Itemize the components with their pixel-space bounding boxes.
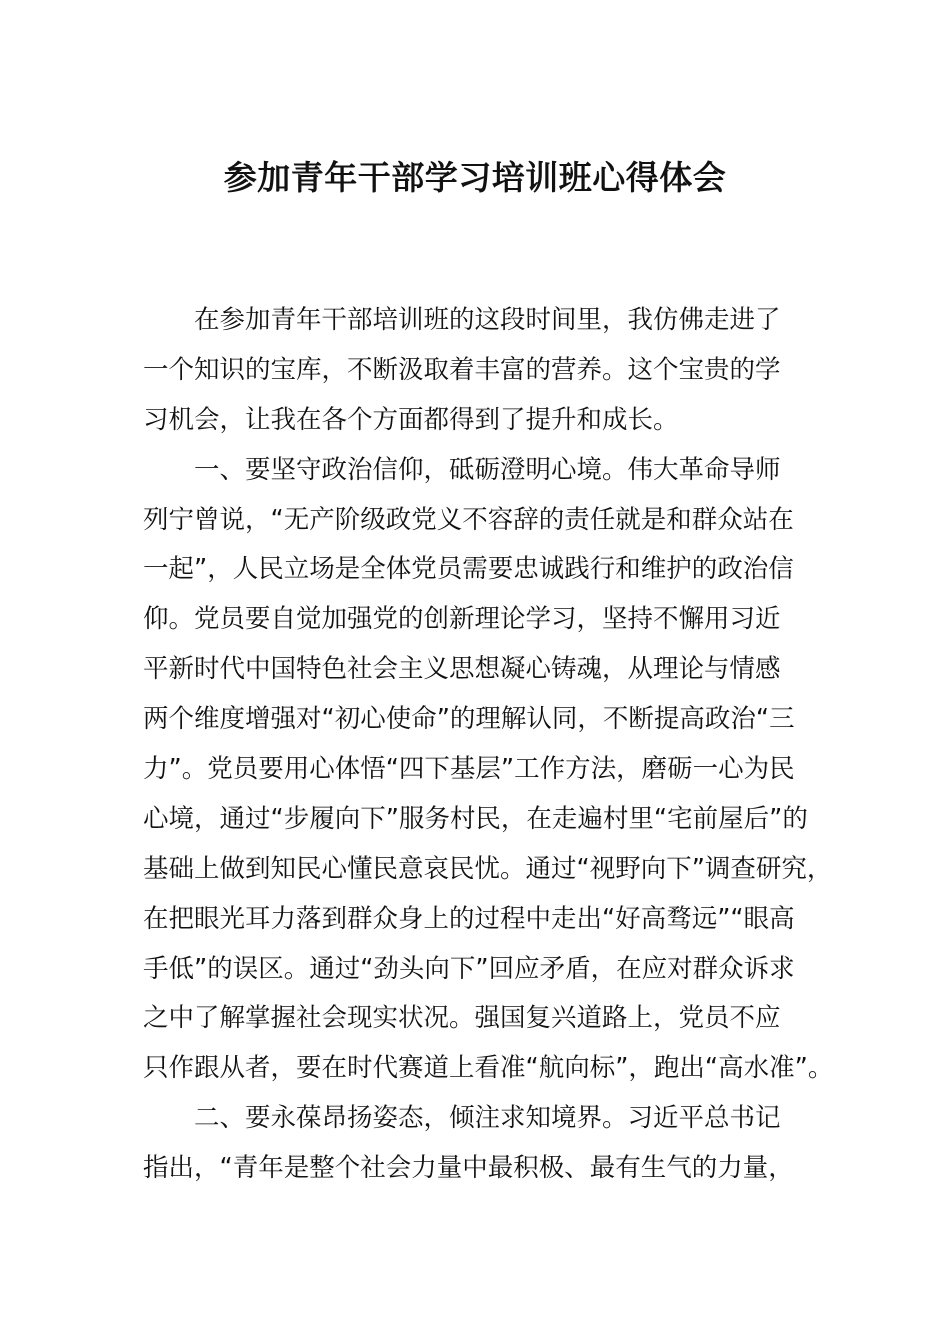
body-line: 平新时代中国特色社会主义思想凝心铸魂，从理论与情感 [143,654,781,685]
body-line: 一、要坚守政治信仰，砥砺澄明心境。伟大革命导师 [143,454,781,485]
body-line: 一起”，人民立场是全体党员需要忠诚践行和维护的政治信 [143,554,794,585]
document-body [143,296,843,1194]
body-line: 只作跟从者，要在时代赛道上看准“航向标”，跑出“高水准”。 [143,1053,834,1084]
body-line: 一个知识的宝库，不断汲取着丰富的营养。这个宝贵的学 [143,354,781,385]
body-line: 在把眼光耳力落到群众身上的过程中走出“好高骛远”“眼高 [143,903,795,934]
body-line: 仰。党员要自觉加强党的创新理论学习，坚持不懈用习近 [143,604,781,635]
body-line: 手低”的误区。通过“劲头向下”回应矛盾，在应对群众诉求 [143,953,795,984]
body-line: 力”。党员要用心体悟“四下基层”工作方法，磨砺一心为民 [143,754,795,785]
body-line: 习机会，让我在各个方面都得到了提升和成长。 [143,404,679,435]
body-line: 列宁曾说，“无产阶级政党义不容辞的责任就是和群众站在 [143,504,794,535]
body-line: 之中了解掌握社会现实状况。强国复兴道路上，党员不应 [143,1003,781,1034]
body-line: 二、要永葆昂扬姿态，倾注求知境界。习近平总书记 [143,1103,781,1134]
document-title: 参加青年干部学习培训班心得体会 [223,158,727,197]
body-line: 两个维度增强对“初心使命”的理解认同，不断提高政治“三 [143,704,795,735]
body-line: 在参加青年干部培训班的这段时间里，我仿佛走进了 [143,305,781,335]
body-line: 基础上做到知民心懂民意哀民忧。通过“视野向下”调查研究， [143,853,833,884]
body-line: 指出，“青年是整个社会力量中最积极、最有生气的力量， [143,1153,794,1184]
body-line: 心境，通过“步履向下”服务村民，在走遍村里“宅前屋后”的 [143,803,808,834]
